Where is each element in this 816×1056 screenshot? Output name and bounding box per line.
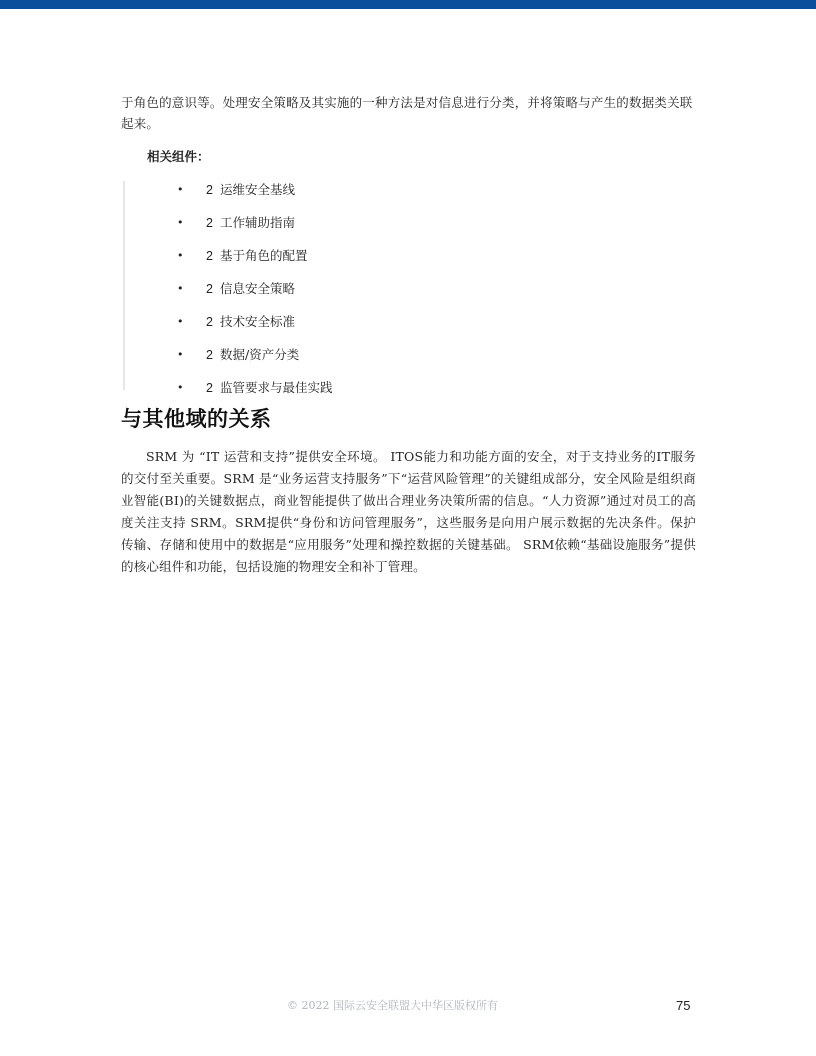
bullet-icon: • (177, 348, 184, 361)
item-label: 基于角色的配置 (220, 248, 308, 263)
item-label: 监管要求与最佳实践 (220, 380, 333, 395)
item-label: 技术安全标准 (220, 314, 296, 329)
bullet-icon: • (177, 381, 184, 394)
item-label: 信息安全策略 (220, 281, 296, 296)
list-item (0, 345, 400, 365)
item-number: 2 (206, 249, 213, 263)
intro-paragraph: 于角色的意识等。处理安全策略及其实施的一种方法是对信息进行分类，并将策略与产生的数据类关联起来。 (121, 95, 693, 131)
item-number: 2 (206, 315, 213, 329)
page-number: 75 (676, 998, 691, 1013)
list-item (0, 213, 400, 233)
list-item (0, 378, 400, 398)
footer-copyright: © 2022 国际云安全联盟大中华区版权所有 (287, 999, 498, 1012)
item-number: 2 (206, 282, 213, 296)
list-item (0, 246, 400, 266)
item-label: 数据/资产分类 (220, 347, 300, 362)
item-number: 2 (206, 183, 213, 197)
list-item (0, 279, 400, 299)
bullet-icon: • (177, 249, 184, 262)
section-title: 与其他域的关系 (121, 407, 272, 431)
bullet-icon: • (177, 282, 184, 295)
bullet-icon: • (177, 315, 184, 328)
relations-paragraph: SRM 为 “IT 运营和支持”提供安全环境。 ITOS能力和功能方面的安全，对于支持业务的IT服务的交付至关重要。SRM 是“业务运营支持服务”下“运营风险管理”的关键组成部分，安全风险是组织商业智能(BI)的关键数据点，商业智能提供了做出合理业务决策所需的信息。“人力资源”通过对员工的高度关注支持 SRM。SRM提供“身份和访问管理服务”，这些服务是向用户展示数据的先决条件。保护传输、存储和使用中的数据是“应用服务”处理和操控数据的关键基础。 SRM依赖“基础设施服务”提供的核心组件和功能，包括设施的物理安全和补丁管理。 (121, 449, 696, 574)
components-heading: 相关组件： (147, 149, 210, 164)
item-number: 2 (206, 381, 213, 395)
item-number: 2 (206, 216, 213, 230)
item-label: 运维安全基线 (220, 182, 296, 197)
item-number: 2 (206, 348, 213, 362)
bullet-icon: • (177, 183, 184, 196)
header-bar (0, 0, 816, 9)
bullet-icon: • (177, 216, 184, 229)
list-item (0, 312, 400, 332)
item-label: 工作辅助指南 (220, 215, 296, 230)
list-item (0, 180, 400, 200)
